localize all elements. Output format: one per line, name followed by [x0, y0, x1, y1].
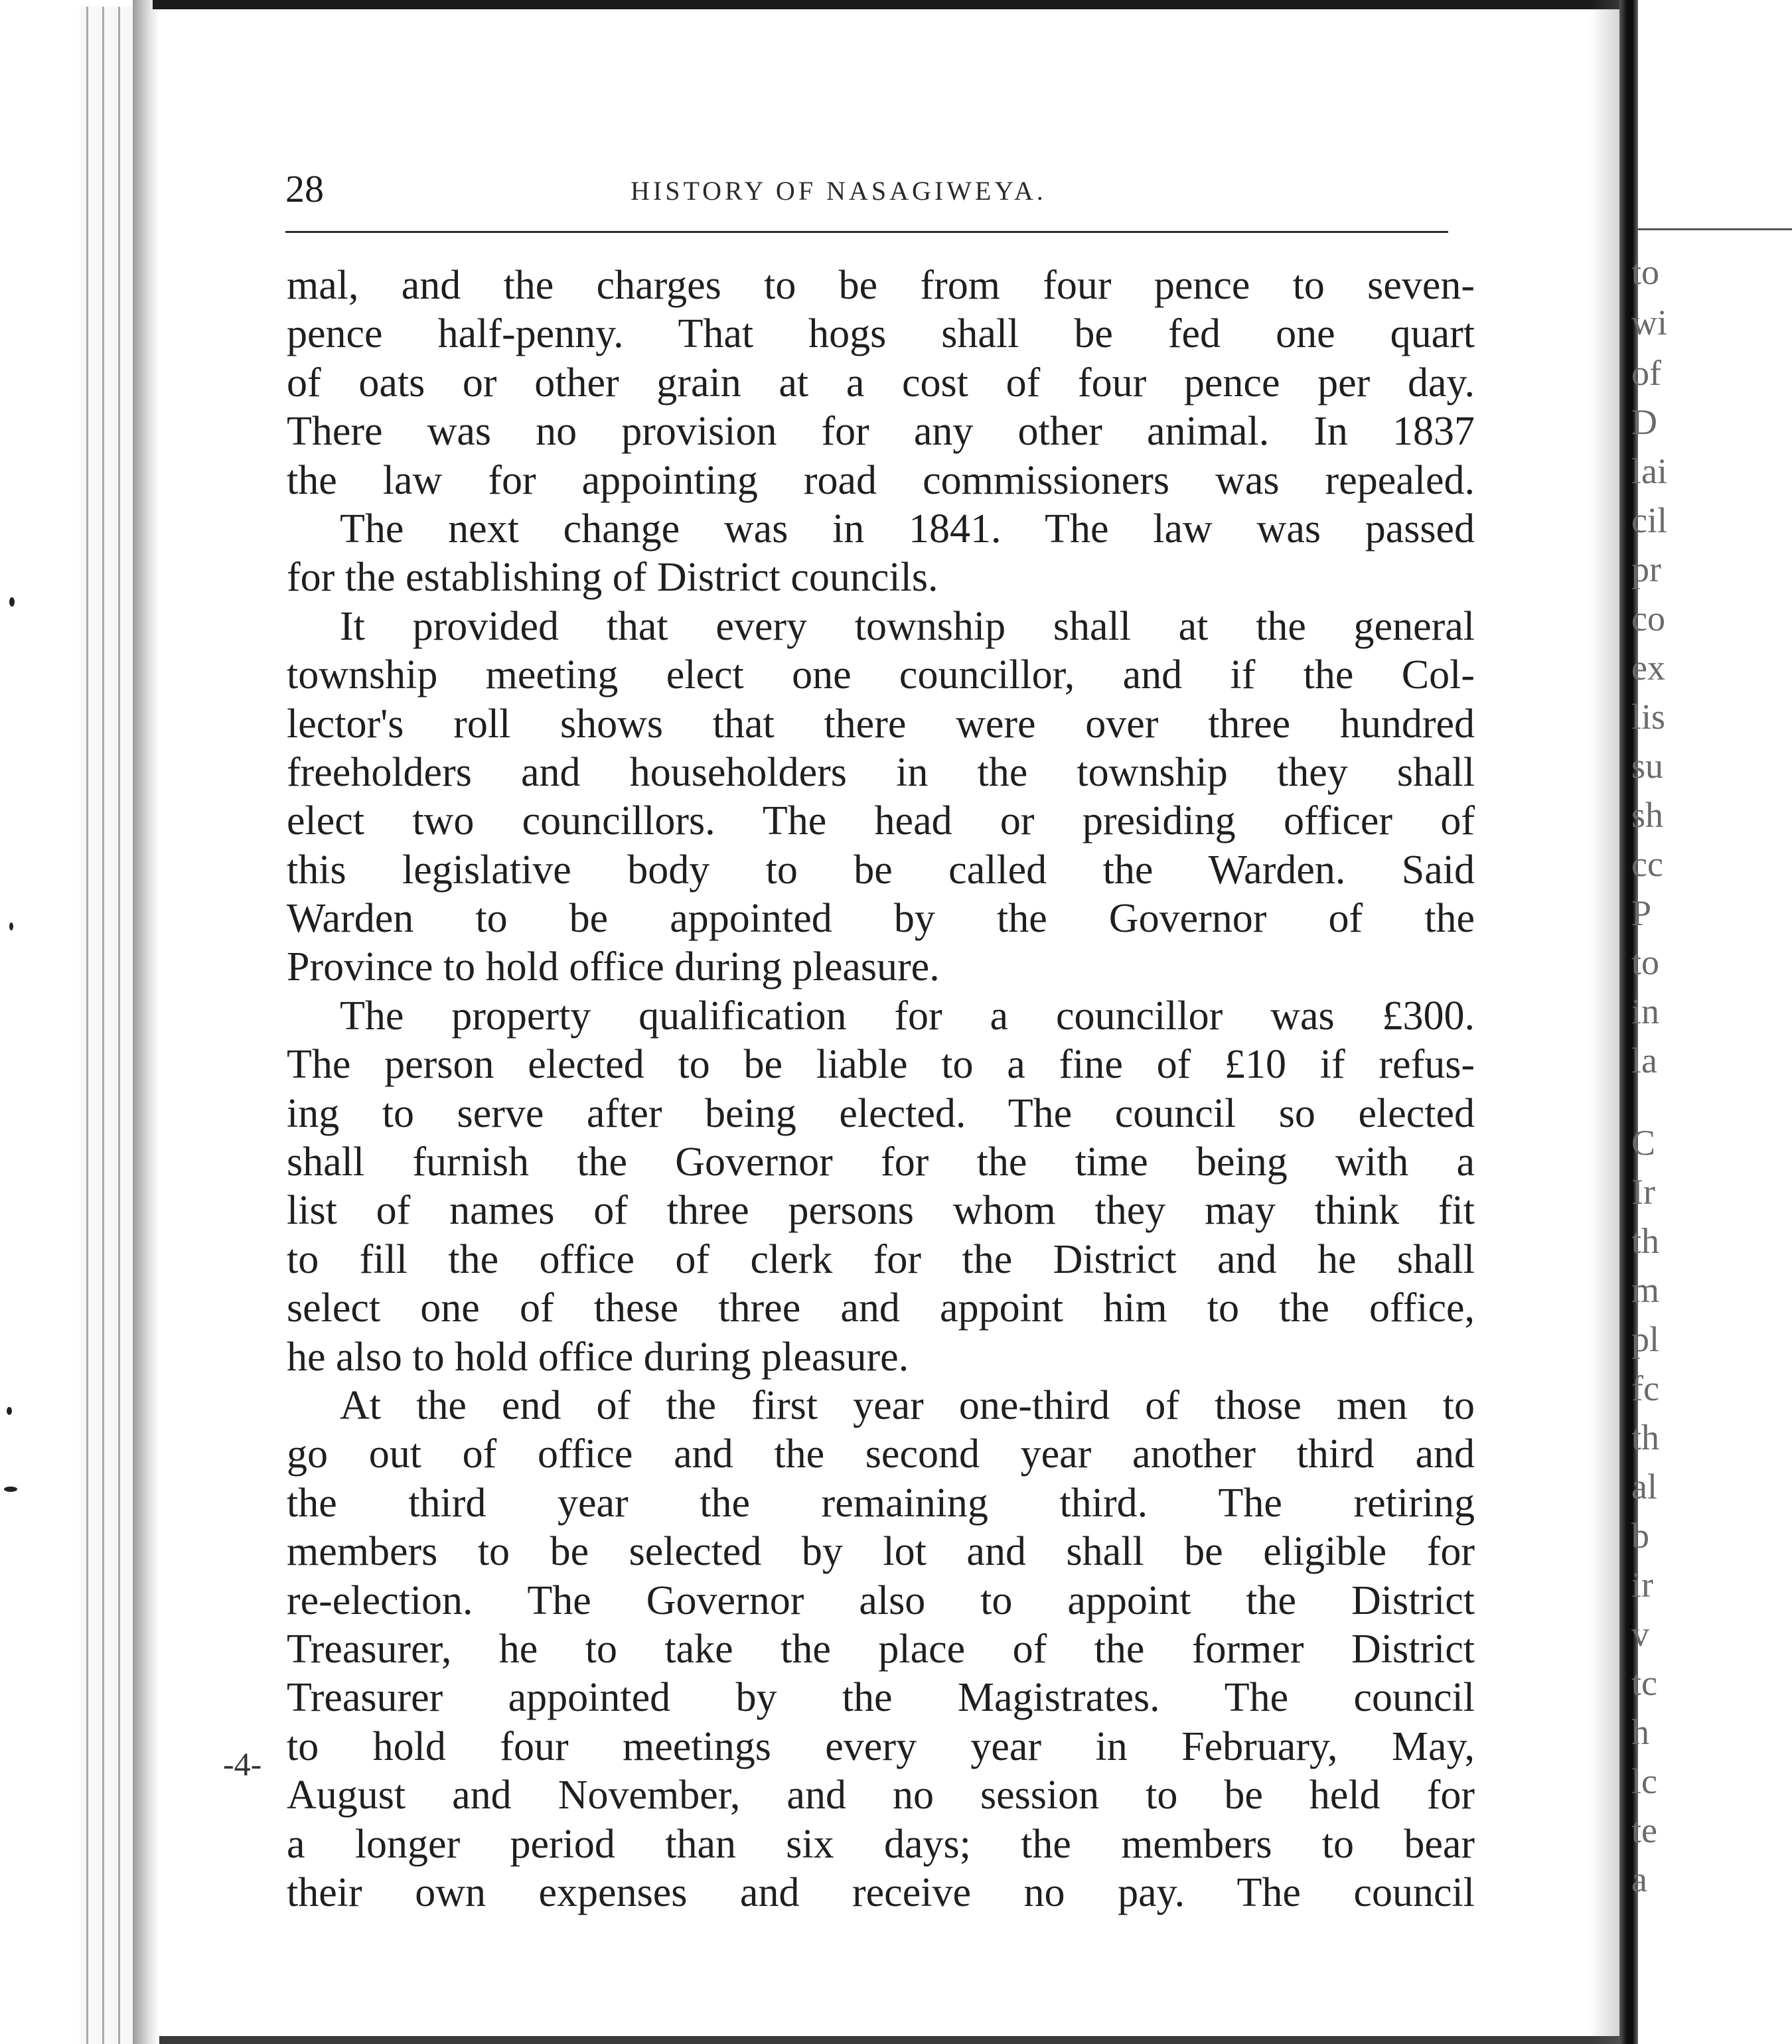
- text-line: go out of office and the second year another third and: [287, 1431, 1475, 1477]
- text-line: freeholders and householders in the township they shall: [287, 749, 1475, 795]
- body-text: [287, 261, 1475, 1917]
- facing-page-fragment: fc: [1631, 1368, 1659, 1408]
- facing-page-fragment: to: [1631, 942, 1660, 982]
- text-line: It provided that every township shall at the general: [340, 603, 1475, 649]
- facing-page-fragment: pr: [1631, 549, 1661, 589]
- facing-page-fragment: to: [1631, 252, 1660, 292]
- facing-page-fragment: tc: [1631, 1663, 1657, 1703]
- text-line: to hold four meetings every year in February, May,: [287, 1723, 1475, 1769]
- text-line: The next change was in 1841. The law was passed: [340, 506, 1475, 551]
- facing-page-fragment: of: [1631, 353, 1661, 393]
- text-line: select one of these three and appoint him to the office,: [287, 1285, 1475, 1331]
- scan-speck: [4, 1487, 17, 1492]
- facing-page-fragment: co: [1631, 599, 1665, 638]
- text-line: August and November, and no session to be held for: [287, 1773, 1475, 1818]
- facing-page-fragment: cc: [1631, 844, 1663, 884]
- facing-page-fragment: ex: [1631, 648, 1665, 688]
- text-line: he also to hold office during pleasure.: [287, 1334, 909, 1380]
- facing-page-fragment: v: [1631, 1614, 1649, 1654]
- facing-page-fragment: C: [1631, 1123, 1656, 1163]
- page-number: 28: [285, 167, 324, 210]
- facing-page-fragment: th: [1631, 1221, 1660, 1261]
- facing-page-fragment: D: [1631, 402, 1657, 442]
- text-line: Treasurer, he to take the place of the former District: [287, 1626, 1475, 1672]
- text-line: pence half-penny. That hogs shall be fed one quart: [287, 311, 1475, 357]
- scan-top-border: [153, 0, 1619, 9]
- text-line: Warden to be appointed by the Governor of the: [287, 896, 1475, 942]
- text-line: shall furnish the Governor for the time being with a: [287, 1139, 1475, 1185]
- text-line: lector's roll shows that there were over three hundred: [287, 701, 1475, 747]
- facing-page-rule: [1638, 228, 1792, 230]
- text-line: list of names of three persons whom they may think fit: [287, 1188, 1475, 1234]
- text-line: At the end of the first year one-third of those men to: [340, 1382, 1475, 1428]
- facing-page-fragment: pl: [1631, 1319, 1660, 1359]
- facing-page-fragment: sh: [1631, 795, 1664, 835]
- facing-page-fragment: Ir: [1631, 1172, 1655, 1212]
- facing-page-fragment: m: [1631, 1270, 1660, 1310]
- facing-page-fragment: in: [1631, 991, 1660, 1031]
- facing-page-fragment: te: [1631, 1810, 1657, 1850]
- facing-page-fragment: al: [1631, 1467, 1657, 1506]
- text-line: The person elected to be liable to a fine of £10 if refus-: [287, 1042, 1475, 1088]
- text-line: members to be selected by lot and shall be eligible for: [287, 1529, 1475, 1575]
- page-header: [285, 163, 1454, 216]
- running-head: HISTORY OF NASAGIWEYA.: [631, 176, 1047, 206]
- scan-speck: [7, 1407, 12, 1415]
- header-rule: [285, 231, 1448, 233]
- facing-page-fragment: ir: [1631, 1565, 1653, 1605]
- text-line: their own expenses and receive no pay. The council: [287, 1869, 1475, 1915]
- text-line: a longer period than six days; the members to bear: [287, 1821, 1475, 1867]
- scan-bottom-border: [159, 2036, 1626, 2044]
- facing-page-fragment: h: [1631, 1712, 1649, 1752]
- text-line: re-election. The Governor also to appoint the District: [287, 1577, 1475, 1623]
- text-line: There was no provision for any other animal. In 1837: [287, 409, 1475, 455]
- scan-speck: [9, 922, 13, 930]
- text-line: The property qualification for a councillor was £300.: [340, 993, 1475, 1039]
- text-line: Province to hold office during pleasure.: [287, 944, 940, 990]
- text-line: Treasurer appointed by the Magistrates. The council: [287, 1675, 1475, 1721]
- facing-page-fragment: su: [1631, 746, 1664, 786]
- text-line: for the establishing of District councils.: [287, 555, 938, 601]
- text-line: ing to serve after being elected. The council so elected: [287, 1090, 1475, 1136]
- facing-page: [1631, 0, 1792, 2044]
- text-line: elect two councillors. The head or presiding officer of: [287, 798, 1475, 844]
- text-line: to fill the office of clerk for the District and he shall: [287, 1236, 1475, 1282]
- book-edge-shadow: [133, 0, 159, 2044]
- facing-page-fragment: lai: [1631, 451, 1667, 491]
- facing-page-fragment: la: [1631, 1041, 1657, 1080]
- margin-mark: -4-: [223, 1745, 262, 1783]
- text-line: township meeting elect one councillor, and if the Col-: [287, 652, 1475, 698]
- facing-page-fragment: lc: [1631, 1761, 1657, 1801]
- text-line: the law for appointing road commissioners was repealed.: [287, 457, 1475, 503]
- facing-page-fragment: wi: [1631, 303, 1667, 342]
- facing-page-fragment: th: [1631, 1418, 1660, 1457]
- gutter-shadow: [1590, 0, 1623, 2044]
- scan-speck: [9, 597, 15, 607]
- text-line: this legislative body to be called the Warden. Said: [287, 847, 1475, 893]
- facing-page-fragment: cil: [1631, 500, 1667, 540]
- text-line: of oats or other grain at a cost of four pence per day.: [287, 360, 1475, 405]
- text-line: the third year the remaining third. The retiring: [287, 1480, 1475, 1526]
- text-line: mal, and the charges to be from four pence to seven-: [287, 263, 1475, 308]
- facing-page-fragment: a: [1631, 1860, 1647, 1899]
- facing-page-fragment: b: [1631, 1516, 1649, 1556]
- facing-page-fragment: P: [1631, 893, 1652, 933]
- facing-page-fragment: lis: [1631, 697, 1666, 737]
